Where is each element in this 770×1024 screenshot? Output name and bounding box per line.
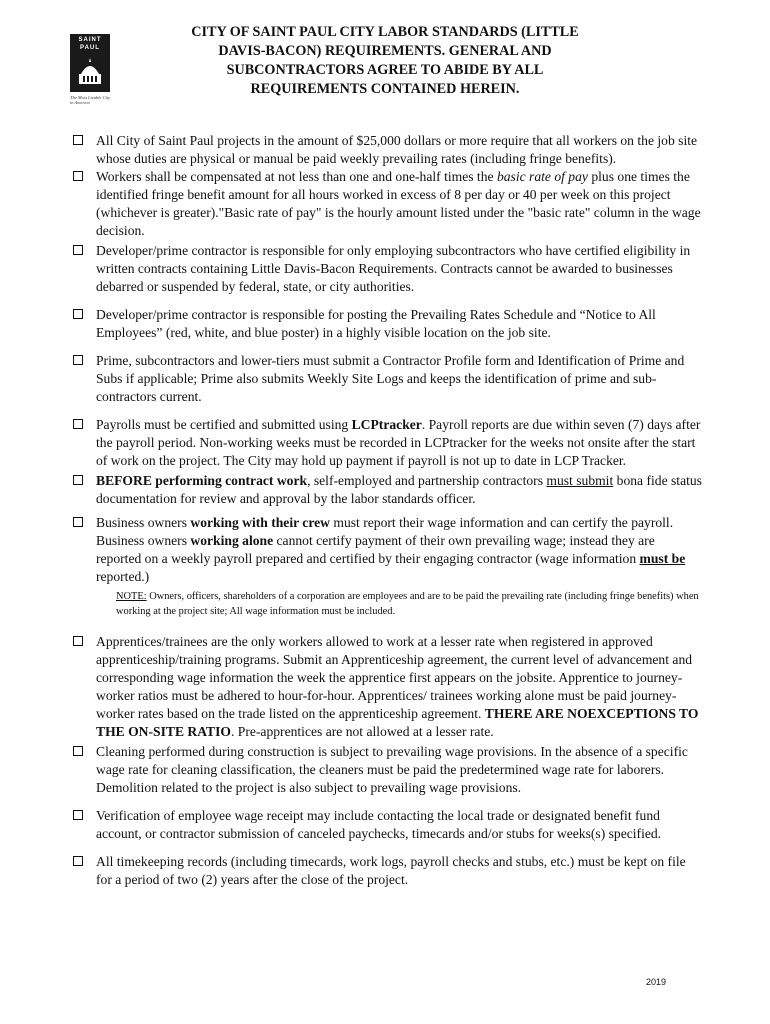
item-text: . Pre-apprentices are not allowed at a lesser rate. <box>230 724 494 739</box>
note-text: Owners, officers, shareholders of a corporation are employees and are to be paid the prevailing rate (including fringe benefits) when working at the project site; All wage information must be included. <box>116 591 699 617</box>
list-item <box>73 132 703 168</box>
list-item <box>73 168 703 240</box>
footer-year: 2019 <box>646 977 667 987</box>
checkbox[interactable] <box>73 355 83 365</box>
item-text: Business owners <box>96 515 191 530</box>
list-item <box>73 514 703 619</box>
checkbox[interactable] <box>73 856 83 866</box>
document-title: CITY OF SAINT PAUL CITY LABOR STANDARDS (LITTLE DAVIS-BACON) REQUIREMENTS. GENERAL AND SUBCONTRACTORS AGREE TO ABIDE BY ALL REQUIREMENTS CONTAINED HEREIN. <box>191 24 579 97</box>
checkbox[interactable] <box>73 419 83 429</box>
item-text: . Payroll reports are due within seven (7) days after the payroll period. Non-working weeks must be recorded in LCPtracker for the weeks not onsite after the start of work on the project. The City may hold up payment if payroll is not up to date in LCP Tracker. <box>96 417 701 468</box>
checkbox[interactable] <box>73 135 83 145</box>
item-text-underline: must submit <box>546 473 614 488</box>
checkbox[interactable] <box>73 245 83 255</box>
checkbox[interactable] <box>73 746 83 756</box>
logo-line-1: SAINT <box>78 37 102 43</box>
list-item <box>73 416 703 470</box>
checkbox[interactable] <box>73 636 83 646</box>
item-text: Apprentices/trainees are the only workers allowed to work at a lesser rate when registered in approved apprenticeship/training programs. Submit an Apprenticeship agreement, the current level of advancement and corresponding wage information the week the apprentice first appears on the jobsite. Apprentice to journey-worker ratios must be adhered to hour-for-hour. Apprentices/ trainees working alone must be paid journey-worker rates based on the trade listed on the apprenticeship agreement. <box>96 634 693 721</box>
logo-tagline: The Most Livable City in America <box>70 95 111 105</box>
checkbox[interactable] <box>73 810 83 820</box>
item-text-bold: LCPtracker <box>351 417 422 432</box>
list-item <box>73 743 703 797</box>
checkbox[interactable] <box>73 171 83 181</box>
note-label: NOTE: <box>116 591 147 602</box>
item-text: Developer/prime contractor is responsible for posting the Prevailing Rates Schedule and “Notice to All Employees” (red, white, and blue poster) in a highly visible location on the job site. <box>96 307 656 340</box>
item-text: Workers shall be compensated at not less than one and one-half times the <box>96 169 497 184</box>
list-item <box>73 472 703 508</box>
list-item <box>73 807 703 843</box>
checkbox[interactable] <box>73 475 83 485</box>
item-text: , self-employed and partnership contractors <box>307 473 547 488</box>
item-text: All City of Saint Paul projects in the amount of $25,000 dollars or more require that all workers on the job site whose duties are physical or manual be paid weekly prevailing rates (including fringe benefits). <box>96 133 698 166</box>
checkbox[interactable] <box>73 309 83 319</box>
list-item <box>73 853 703 889</box>
item-text-bold: BEFORE performing contract work <box>96 473 308 488</box>
note <box>116 589 703 619</box>
item-text: Prime, subcontractors and lower-tiers must submit a Contractor Profile form and Identification of Prime and Subs if applicable; Prime also submits Weekly Site Logs and keeps the identification of prime and sub-contractors current. <box>96 353 685 404</box>
item-text: must report their wage information and can certify the payroll. Business owners <box>96 515 674 548</box>
item-text: All timekeeping records (including timecards, work logs, payroll checks and stubs, etc.) must be kept on file for a period of two (2) years after the close of the project. <box>96 854 686 887</box>
cathedral-icon <box>74 56 106 88</box>
item-text-italic: basic rate of pay <box>496 169 588 184</box>
list-item <box>73 306 703 342</box>
item-text-bold: THERE ARE NOEXCEPTIONS TO THE ON-SITE RATIO <box>96 706 699 739</box>
item-text-bold-underline: must be <box>639 551 686 566</box>
city-logo <box>70 34 112 105</box>
item-text: reported.) <box>96 569 150 584</box>
requirements-list <box>73 132 703 889</box>
list-item <box>73 242 703 296</box>
item-text: Cleaning performed during construction is subject to prevailing wage provisions. In the absence of a specific wage rate for cleaning classification, the cleaners must be paid the predetermined wage rate for laborers. Demolition related to the project is also subject to prevailing wage provisions. <box>96 744 688 795</box>
item-text-bold: working with their crew <box>190 515 330 530</box>
list-item <box>73 633 703 741</box>
item-text: bona fide status documentation for review and approval by the labor standards officer. <box>96 473 702 506</box>
logo-line-2: PAUL <box>80 45 100 51</box>
item-text: Payrolls must be certified and submitted using <box>96 417 352 432</box>
item-text: Developer/prime contractor is responsible for only employing subcontractors who have certified eligibility in written contracts containing Little Davis-Bacon Requirements. Contracts cannot be awarded to businesses debarred or suspended by federal, state, or city authorities. <box>96 243 691 294</box>
item-text: plus one times the identified fringe benefit amount for all hours worked in excess of 8 per day or 40 per week on this project (whichever is greater)."Basic rate of pay" is the hourly amount listed under the "basic rate" column in the wage decision. <box>96 169 701 238</box>
logo-mark <box>70 34 110 92</box>
item-text: Verification of employee wage receipt may include contacting the local trade or designated benefit fund account, or contractor submission of canceled paychecks, timecards and/or stubs for weeks(s) specified. <box>96 808 662 841</box>
item-text: cannot certify payment of their own prevailing wage; instead they are reported on a weekly payroll prepared and certified by their engaging contractor (wage information <box>96 533 655 566</box>
item-text-bold: working alone <box>190 533 274 548</box>
list-item <box>73 352 703 406</box>
checkbox[interactable] <box>73 517 83 527</box>
